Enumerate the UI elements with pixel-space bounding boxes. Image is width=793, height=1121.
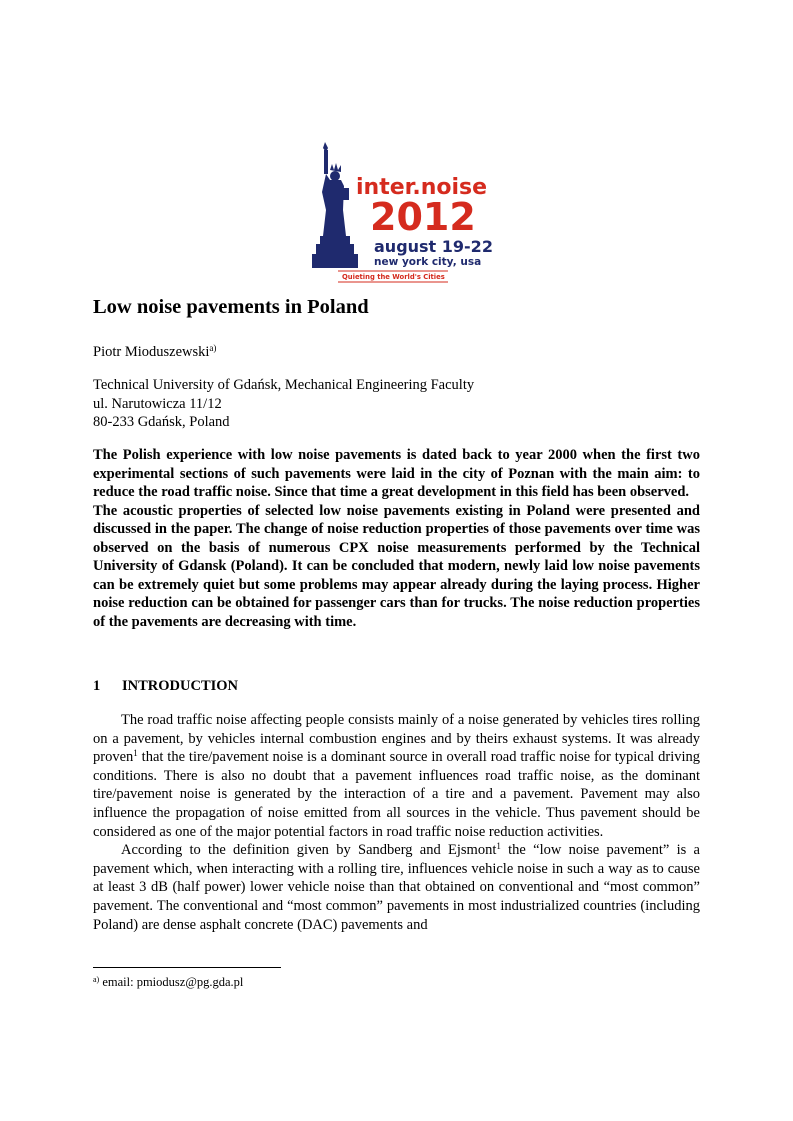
citation-ref: 1: [133, 748, 138, 759]
logo-location: new york city, usa: [374, 256, 482, 268]
affiliation-line: Technical University of Gdańsk, Mechanical Engineering Faculty: [93, 377, 475, 393]
section-heading: [93, 678, 238, 695]
footnote-email: email: pmiodusz@pg.gda.pl: [99, 975, 244, 989]
footnote-divider: [93, 967, 281, 968]
section-number: 1: [93, 678, 101, 694]
introduction-body: [93, 711, 700, 934]
author-footnote-mark: a): [209, 343, 217, 353]
logo-brand: inter.noise: [356, 175, 488, 200]
author-name: Piotr Mioduszewski: [93, 344, 210, 360]
affiliation-line: 80-233 Gdańsk, Poland: [93, 414, 230, 430]
logo-year: 2012: [370, 195, 476, 239]
affiliation: [93, 376, 474, 432]
citation-ref: 1: [496, 841, 501, 852]
conference-logo: [308, 140, 498, 290]
paper-title: Low noise pavements in Poland: [93, 296, 369, 318]
body-paragraph: According to the definition given by Sandberg and Ejsmont$^1$ the “low noise pavement” is a pavement which, when interacting with a rolling tire, influences vehicle noise in such a way as to cause at least 3 dB (half power) lower vehicle noise than that obtained on conventional and “most common” pavement. The conventional and “most common” pavements in most industrialized countries (including Poland) are dense asphalt concrete (DAC) pavements and: [93, 841, 700, 933]
body-paragraph: The road traffic noise affecting people consists mainly of a noise generated by vehicles tires rolling on a pavement, by vehicles internal combustion engines and by theirs exhaust systems. It was already proven$^1$ that the tire/pavement noise is a dominant source in overall road traffic noise for typical driving conditions. There is also no doubt that a pavement influences road traffic noise, as the dominant tire/pavement noise is generated by the interaction of a tire and a pavement. Pavement may also influence the propagation of noise emitted from all sources in the vehicle. Thus pavement should be considered as one of the major potential factors in road traffic noise reduction activities.: [93, 712, 700, 840]
logo-dates: august 19-22: [374, 237, 493, 256]
abstract-paragraph: The acoustic properties of selected low noise pavements existing in Poland were presented and discussed in the paper. The change of noise reduction properties of those pavements over time was observed on the basis of numerous CPX noise measurements performed by the Technical University of Gdansk (Poland). It can be concluded that modern, newly laid low noise pavements can be extremely quiet but some problems may appear already during the laying process. Higher noise reduction can be obtained for passenger cars than for trucks. The noise reduction properties of the pavements are decreasing with time.: [93, 502, 700, 630]
statue-of-liberty-icon: [308, 140, 498, 290]
abstract: [93, 446, 700, 631]
section-title: INTRODUCTION: [122, 678, 239, 694]
footnote: [93, 975, 243, 990]
footnote-mark: a): [93, 975, 100, 984]
logo-tagline: Quieting the World's Cities: [342, 273, 445, 281]
abstract-paragraph: The Polish experience with low noise pavements is dated back to year 2000 when the first two experimental sections of such pavements were laid in the city of Poznan with the main aim: to reduce the road traffic noise. Since that time a great development in this field has been observed.: [93, 447, 700, 500]
author-line: [93, 343, 216, 361]
affiliation-line: ul. Narutowicza 11/12: [93, 395, 222, 412]
